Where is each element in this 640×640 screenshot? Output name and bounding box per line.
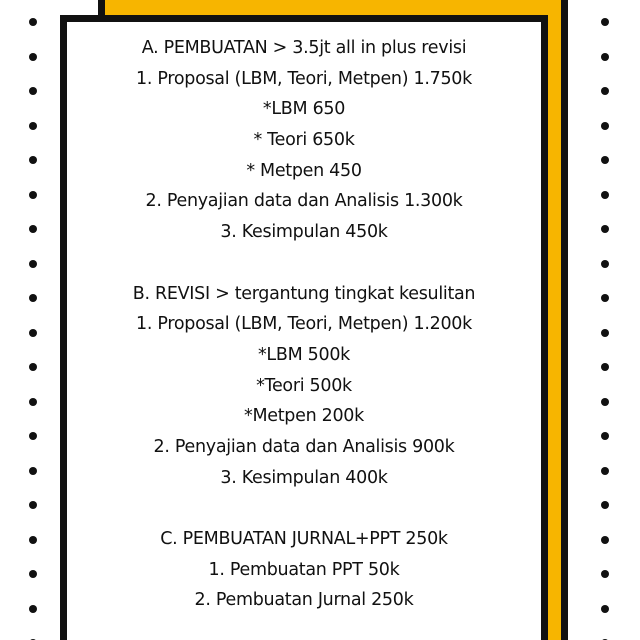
section-a-item: 3. Kesimpulan 450k [220, 222, 388, 243]
section-a-item: *LBM 650 [262, 99, 346, 120]
border-dot [29, 536, 37, 544]
border-dot [29, 260, 37, 268]
border-dot [29, 53, 37, 61]
border-dot [601, 432, 609, 440]
section-b-heading: B. REVISI > tergantung tingkat kesulitan [132, 283, 476, 304]
border-dot [29, 18, 37, 26]
right-dot-border [600, 0, 612, 640]
border-dot [601, 87, 609, 95]
border-dot [601, 156, 609, 164]
border-dot [29, 156, 37, 164]
border-dot [29, 501, 37, 509]
border-dot [29, 467, 37, 475]
section-b-item: 3. Kesimpulan 400k [220, 467, 388, 488]
border-dot [601, 18, 609, 26]
section-c-item: 1. Pembuatan PPT 50k [208, 559, 400, 580]
section-b-item: *Teori 500k [256, 375, 352, 396]
section-b-item: 2. Penyajian data dan Analisis 900k [153, 436, 455, 457]
section-spacer [67, 493, 541, 524]
section-a-item: 2. Penyajian data dan Analisis 1.300k [145, 191, 463, 212]
border-dot [29, 605, 37, 613]
border-dot [29, 87, 37, 95]
section-b-item: *LBM 500k [257, 344, 350, 365]
border-dot [601, 191, 609, 199]
section-c-heading: C. PEMBUATAN JURNAL+PPT 250k [160, 529, 448, 549]
section-c-item: 2. Pembuatan Jurnal 250k [194, 590, 414, 611]
border-dot [601, 570, 609, 578]
border-dot [601, 467, 609, 475]
border-dot [601, 363, 609, 371]
border-dot [29, 191, 37, 199]
border-dot [29, 398, 37, 406]
section-b-item: 1. Proposal (LBM, Teori, Metpen) 1.200k [136, 314, 472, 335]
border-dot [29, 570, 37, 578]
price-list-content [67, 33, 541, 616]
border-dot [601, 398, 609, 406]
border-dot [601, 122, 609, 130]
section-b-item: *Metpen 200k [244, 406, 364, 427]
section-a-item: * Teori 650k [253, 130, 355, 151]
border-dot [601, 501, 609, 509]
border-dot [29, 294, 37, 302]
border-dot [29, 225, 37, 233]
border-dot [29, 122, 37, 130]
section-spacer [67, 248, 541, 279]
border-dot [601, 536, 609, 544]
border-dot [601, 605, 609, 613]
border-dot [601, 329, 609, 337]
left-dot-border [28, 0, 40, 640]
border-dot [601, 53, 609, 61]
border-dot [601, 260, 609, 268]
border-dot [29, 432, 37, 440]
section-a-item: 1. Proposal (LBM, Teori, Metpen) 1.750k [136, 68, 472, 89]
border-dot [29, 363, 37, 371]
border-dot [601, 225, 609, 233]
border-dot [601, 294, 609, 302]
section-a-heading: A. PEMBUATAN > 3.5jt all in plus revisi [141, 38, 467, 58]
section-a-item: * Metpen 450 [246, 160, 362, 181]
border-dot [29, 329, 37, 337]
